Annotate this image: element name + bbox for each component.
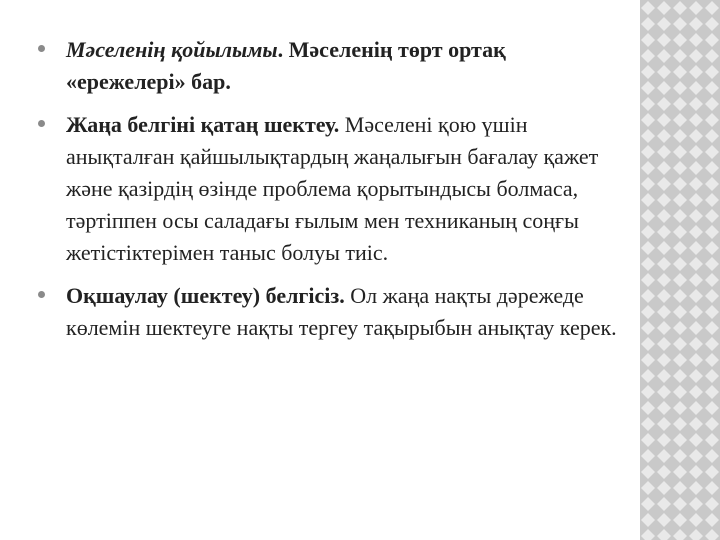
- list-item: [30, 280, 620, 344]
- bullet-icon: [38, 291, 45, 298]
- bullet-text: [66, 109, 620, 269]
- bullet-icon: [38, 45, 45, 52]
- bullet-lead: Мәселенің қойылымы: [66, 37, 278, 62]
- bullet-body: Ол жаңа нақты дәрежеде көлемін шектеуге нақты тергеу тақырыбын анықтау керек.: [66, 283, 617, 340]
- bullet-lead: Оқшаулау (шектеу) белгісіз.: [66, 283, 345, 308]
- bullet-body: Мәселенің төрт ортақ «ережелері» бар.: [66, 37, 506, 94]
- bullet-list: [30, 34, 620, 355]
- list-item: [30, 34, 620, 98]
- bullet-icon: [38, 120, 45, 127]
- decorative-side-panel: [640, 0, 720, 540]
- bullet-body: Мәселені қою үшін анықталған қайшылықтардың жаңалығын бағалау қажет және қазірдің өзінде проблема қорытындысы болмаса, тәртіппен осы саладағы ғылым мен техниканың соңғы жетістіктерімен таныс болуы тиіс.: [66, 112, 599, 265]
- diamond-pattern: [640, 0, 720, 540]
- bullet-lead: Жаңа белгіні қатаң шектеу.: [66, 112, 340, 137]
- bullet-text: [66, 280, 620, 344]
- bullet-text: [66, 34, 620, 98]
- list-item: [30, 109, 620, 269]
- bullet-lead-suffix: .: [277, 37, 284, 62]
